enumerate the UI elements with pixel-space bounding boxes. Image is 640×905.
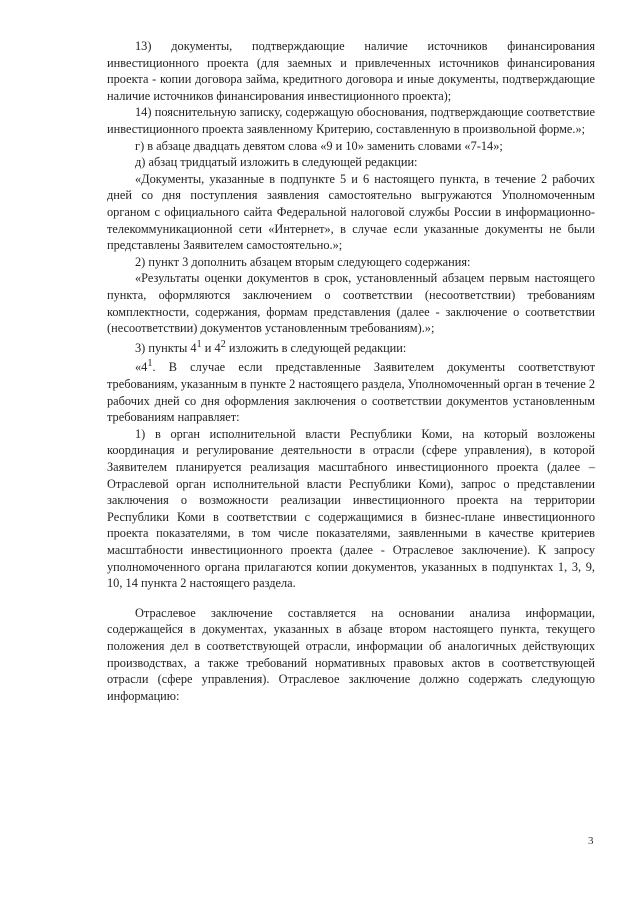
quote-4-1-prefix: «4: [135, 360, 148, 375]
item-3-middle: и 4: [201, 340, 221, 355]
item-3-suffix: изложить в следующей редакции:: [225, 340, 407, 355]
paragraph-item-3: [107, 337, 595, 357]
document-body: [107, 38, 595, 704]
paragraph-item-13: 13) документы, подтверждающие наличие источников финансирования инвестиционного проекта (для заемных и привлеченных источников финансирования проекта - копии договора займа, кредитного договора и иные документы, подтверждающие наличие источников финансирования инвестиционного проекта);: [107, 39, 595, 103]
quote-4-1-text: . В случае если представленные Заявителем документы соответствуют требованиям, указанным в пункте 2 настоящего раздела, Уполномоченный орган в течение 2 рабочих дней со дня оформления заключения о соответствии документов установленным требованиям направляет:: [107, 360, 595, 425]
paragraph-quote-documents: «Документы, указанные в подпункте 5 и 6 настоящего пункта, в течение 2 рабочих дней со дня поступления заявления самостоятельно выгружаются Уполномоченным органом с официального сайта Федеральной налоговой службы России в информационно-телекоммуникационной сети «Интернет», в случае если указанные документы не были представлены Заявителем самостоятельно.»;: [107, 171, 595, 253]
paragraph-item-14: 14) пояснительную записку, содержащую обоснования, подтверждающие соответствие инвестиционного проекта заявленному Критерию, составленную в произвольной форме.»;: [107, 105, 595, 136]
paragraph-subitem-1: 1) в орган исполнительной власти Республики Коми, на который возложены координация и регулирование деятельности в отрасли (сфере управления), в которой Заявителем планируется реализация масштабного инвестиционного проекта (далее – Отраслевой орган исполнительной власти Республики Коми), запрос о представлении заключения о возможности реализации инвестиционного проекта на территории Республики Коми в соответствии с содержащимися в бизнес-плане инвестиционного проекта показателями, в том числе показателями, заявленными в качестве критериев масштабности инвестиционного проекта (далее - Отраслевое заключение). К запросу уполномоченного органа прилагаются копии документов, указанных в подпунктах 1, 3, 9, 10, 14 пункта 2 настоящего раздела.: [107, 426, 595, 591]
paragraph-quote-results: «Результаты оценки документов в срок, установленный абзацем первым настоящего пункта, оформляются заключением о соответствии (несоответствии) требованиям комплектности, содержания, формам представления (далее - заключение о соответствии (несоответствии) документов установленным требованиям).»;: [107, 271, 595, 336]
paragraph-subitem-g: г) в абзаце двадцать девятом слова «9 и 10» заменить словами «7-14»;: [135, 138, 503, 153]
item-3-superscript-1: 1: [196, 338, 202, 350]
paragraph-subitem-d: д) абзац тридцатый изложить в следующей редакции:: [135, 155, 418, 170]
item-3-prefix: 3) пункты 4: [135, 340, 197, 355]
item-3-superscript-2: 2: [220, 338, 226, 350]
quote-4-1-superscript: 1: [147, 358, 153, 370]
paragraph-sector-conclusion: Отраслевое заключение составляется на основании анализа информации, содержащейся в документах, указанных в абзаце втором настоящего пункта, текущего положения дел в соответствующей отрасли, информации об аналогичных действующих производствах, а также требований нормативных правовых актов в соответствующей отрасли (сфере управления). Отраслевое заключение должно содержать следующую информацию:: [107, 605, 595, 703]
paragraph-item-2: 2) пункт 3 дополнить абзацем вторым следующего содержания:: [135, 254, 471, 269]
paragraph-quote-4-1: [107, 356, 595, 425]
page-number: 3: [588, 835, 594, 847]
